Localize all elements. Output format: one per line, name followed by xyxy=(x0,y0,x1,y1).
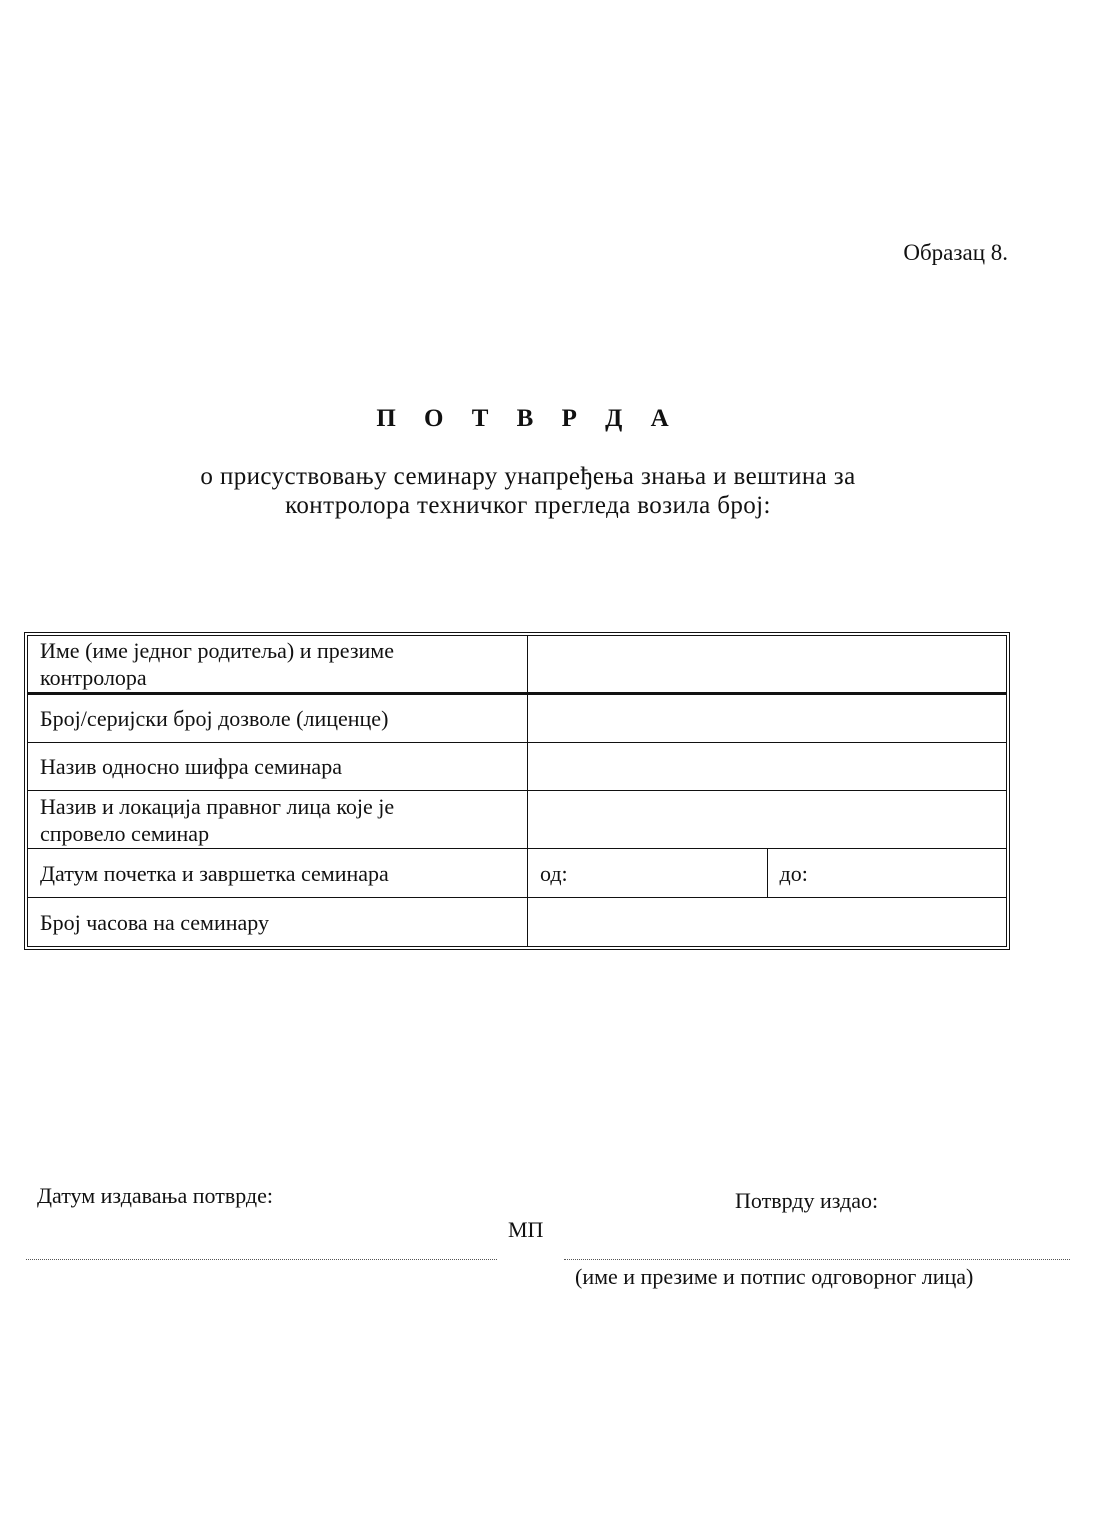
row-label-line-1: Назив и локација правног лица које је xyxy=(40,793,395,819)
row-label-line-2: спровело семинар xyxy=(40,820,210,846)
issuer-label: Потврду издао: xyxy=(735,1188,879,1213)
row-label-seminar-code: Назив односно шифра семинара xyxy=(28,742,528,791)
field-organizer[interactable] xyxy=(528,791,1007,849)
field-controller-name[interactable] xyxy=(528,636,1007,694)
form-number: Образац 8. xyxy=(903,240,1008,265)
table-row-controller-name xyxy=(28,636,1007,694)
row-label-license-number: Број/серијски број дозволе (лиценце) xyxy=(28,693,528,742)
document-title: П О Т В Р Д А xyxy=(376,405,680,432)
table-row-organizer xyxy=(28,791,1007,849)
document-subtitle xyxy=(0,462,1056,520)
field-date-from[interactable]: од: xyxy=(528,849,768,898)
table-row-seminar-code xyxy=(28,742,1007,791)
subtitle-line-2: контролора техничког прегледа возила број: xyxy=(285,492,771,519)
stamp-placeholder: МП xyxy=(508,1217,544,1242)
signature-caption: (име и презиме и потпис одговорног лица) xyxy=(575,1264,974,1289)
row-label-organizer xyxy=(28,791,528,849)
row-label-seminar-hours: Број часова на семинару xyxy=(28,898,528,947)
row-label-line-1: Име (име једног родитеља) и презиме xyxy=(40,637,394,663)
row-label-seminar-dates: Датум почетка и завршетка семинара xyxy=(28,849,528,898)
field-seminar-hours[interactable] xyxy=(528,898,1007,947)
signature-line[interactable] xyxy=(564,1259,1070,1260)
issue-date-line[interactable] xyxy=(26,1259,497,1260)
row-label-controller-name xyxy=(28,636,528,694)
table-row-seminar-dates xyxy=(28,849,1007,898)
subtitle-line-1: о присуствовању семинару унапређења знања и вештина за xyxy=(200,463,856,490)
table-row-seminar-hours xyxy=(28,898,1007,947)
attendance-form-table xyxy=(24,632,1010,950)
issue-date-label: Датум издавања потврде: xyxy=(37,1183,273,1208)
field-license-number[interactable] xyxy=(528,693,1007,742)
table-row-license-number xyxy=(28,693,1007,742)
field-seminar-code[interactable] xyxy=(528,742,1007,791)
row-label-line-2: контролора xyxy=(40,664,147,690)
field-date-to[interactable]: до: xyxy=(767,849,1007,898)
